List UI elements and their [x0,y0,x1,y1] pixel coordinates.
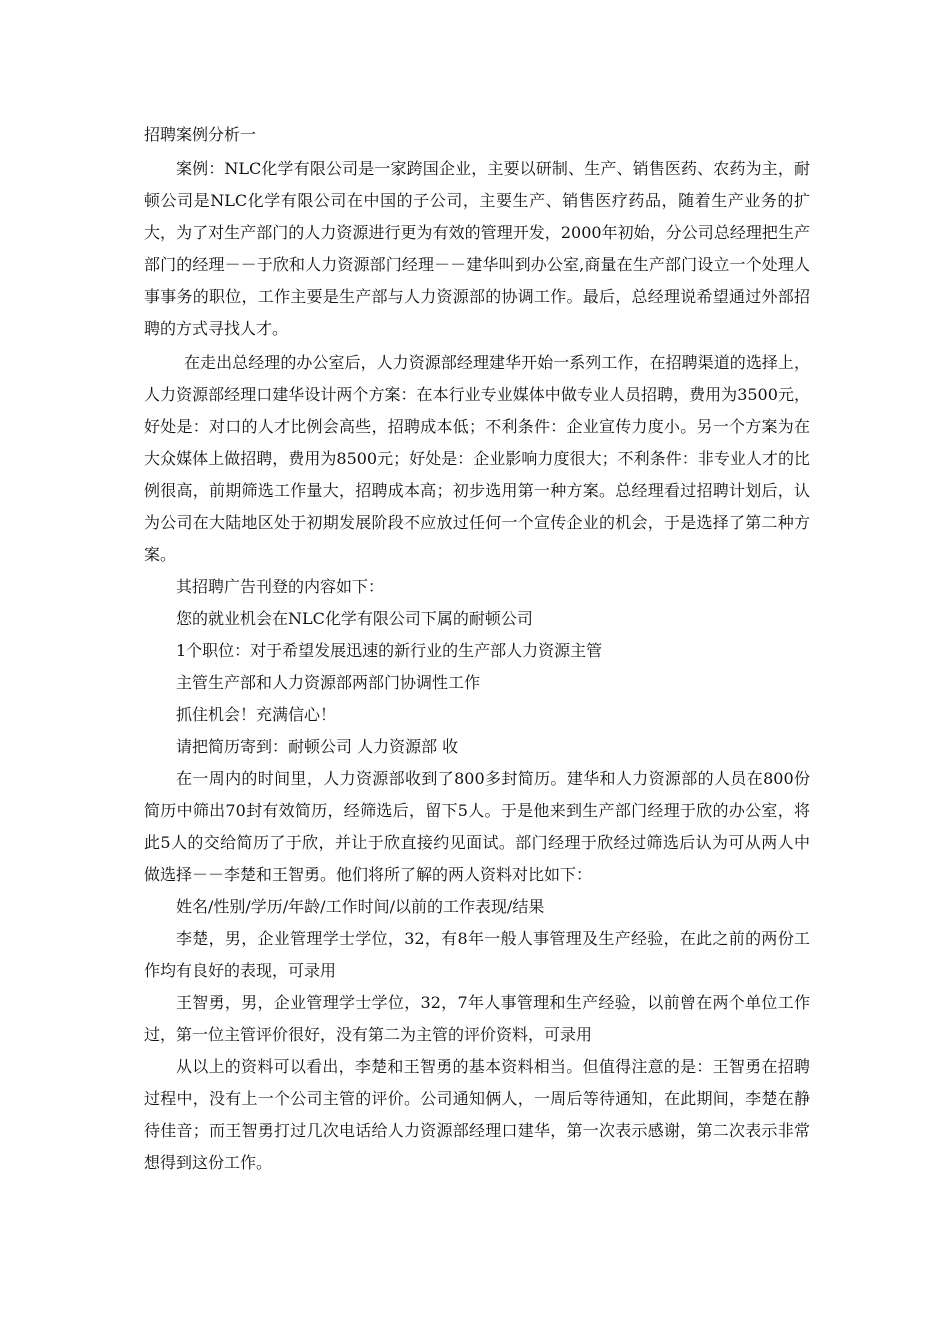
ad-line-slogan: 抓住机会！充满信心！ [176,705,337,724]
paragraph-recruitment-plan: 在走出总经理的办公室后，人力资源部经理建华开始一系列工作，在招聘渠道的选择上，人力资源部经理口建华设计两个方案：在本行业专业媒体中做专业人员招聘，费用为3500元，好处是：对口的人才比例会高些，招聘成本低；不利条件：企业宣传力度小。另一个方案为在大众媒体上做招聘，费用为8500元；好处是：企业影响力度很大；不利条件：非专业人才的比例很高，前期筛选工作量大，招聘成本高；初步选用第一种方案。总经理看过招聘计划后，认为公司在大陆地区处于初期发展阶段不应放过任何一个宣传企业的机会，于是选择了第二种方案。 [144,353,810,564]
ad-line-address: 请把简历寄到：耐顿公司 人力资源部 收 [176,737,459,756]
document-body [144,119,810,1179]
paragraph-case-intro: 案例：NLC化学有限公司是一家跨国企业，主要以研制、生产、销售医药、农药为主，耐顿公司是NLC化学有限公司在中国的子公司，主要生产、销售医疗药品，随着生产业务的扩大，为了对生产部门的人力资源进行更为有效的管理开发，2000年初始，分公司总经理把生产部门的经理－－于欣和人力资源部门经理－－建华叫到办公室,商量在生产部门设立一个处理人事事务的职位，工作主要是生产部与人力资源部的协调工作。最后，总经理说希望通过外部招聘的方式寻找人才。 [144,159,810,338]
ad-line-position: 1个职位：对于希望发展迅速的新行业的生产部人力资源主管 [176,641,603,660]
candidate-li-chu: 李楚，男，企业管理学士学位，32，有8年一般人事管理及生产经验，在此之前的两份工作均有良好的表现，可录用 [144,929,810,980]
paragraph-screening: 在一周内的时间里，人力资源部收到了800多封简历。建华和人力资源部的人员在800份简历中筛出70封有效简历，经筛选后，留下5人。于是他来到生产部门经理于欣的办公室，将此5人的交给简历了于欣，并让于欣直接约见面试。部门经理于欣经过筛选后认为可从两人中做选择－－李楚和王智勇。他们将所了解的两人资料对比如下： [144,769,810,884]
candidate-wang-zhiyong: 王智勇，男，企业管理学士学位，32，7年人事管理和生产经验，以前曾在两个单位工作过，第一位主管评价很好，没有第二为主管的评价资料，可录用 [144,993,810,1044]
ad-line-duty: 主管生产部和人力资源部两部门协调性工作 [176,673,481,692]
ad-line-opportunity: 您的就业机会在NLC化学有限公司下属的耐顿公司 [176,609,533,628]
paragraph-ad-intro: 其招聘广告刊登的内容如下： [176,577,385,596]
comparison-header: 姓名/性别/学历/年龄/工作时间/以前的工作表现/结果 [176,897,545,916]
paragraph-analysis: 从以上的资料可以看出，李楚和王智勇的基本资料相当。但值得注意的是：王智勇在招聘过程中，没有上一个公司主管的评价。公司通知俩人，一周后等待通知，在此期间，李楚在静待佳音；而王智勇打过几次电话给人力资源部经理口建华，第一次表示感谢，第二次表示非常想得到这份工作。 [144,1057,810,1172]
document-title: 招聘案例分析一 [144,125,257,144]
